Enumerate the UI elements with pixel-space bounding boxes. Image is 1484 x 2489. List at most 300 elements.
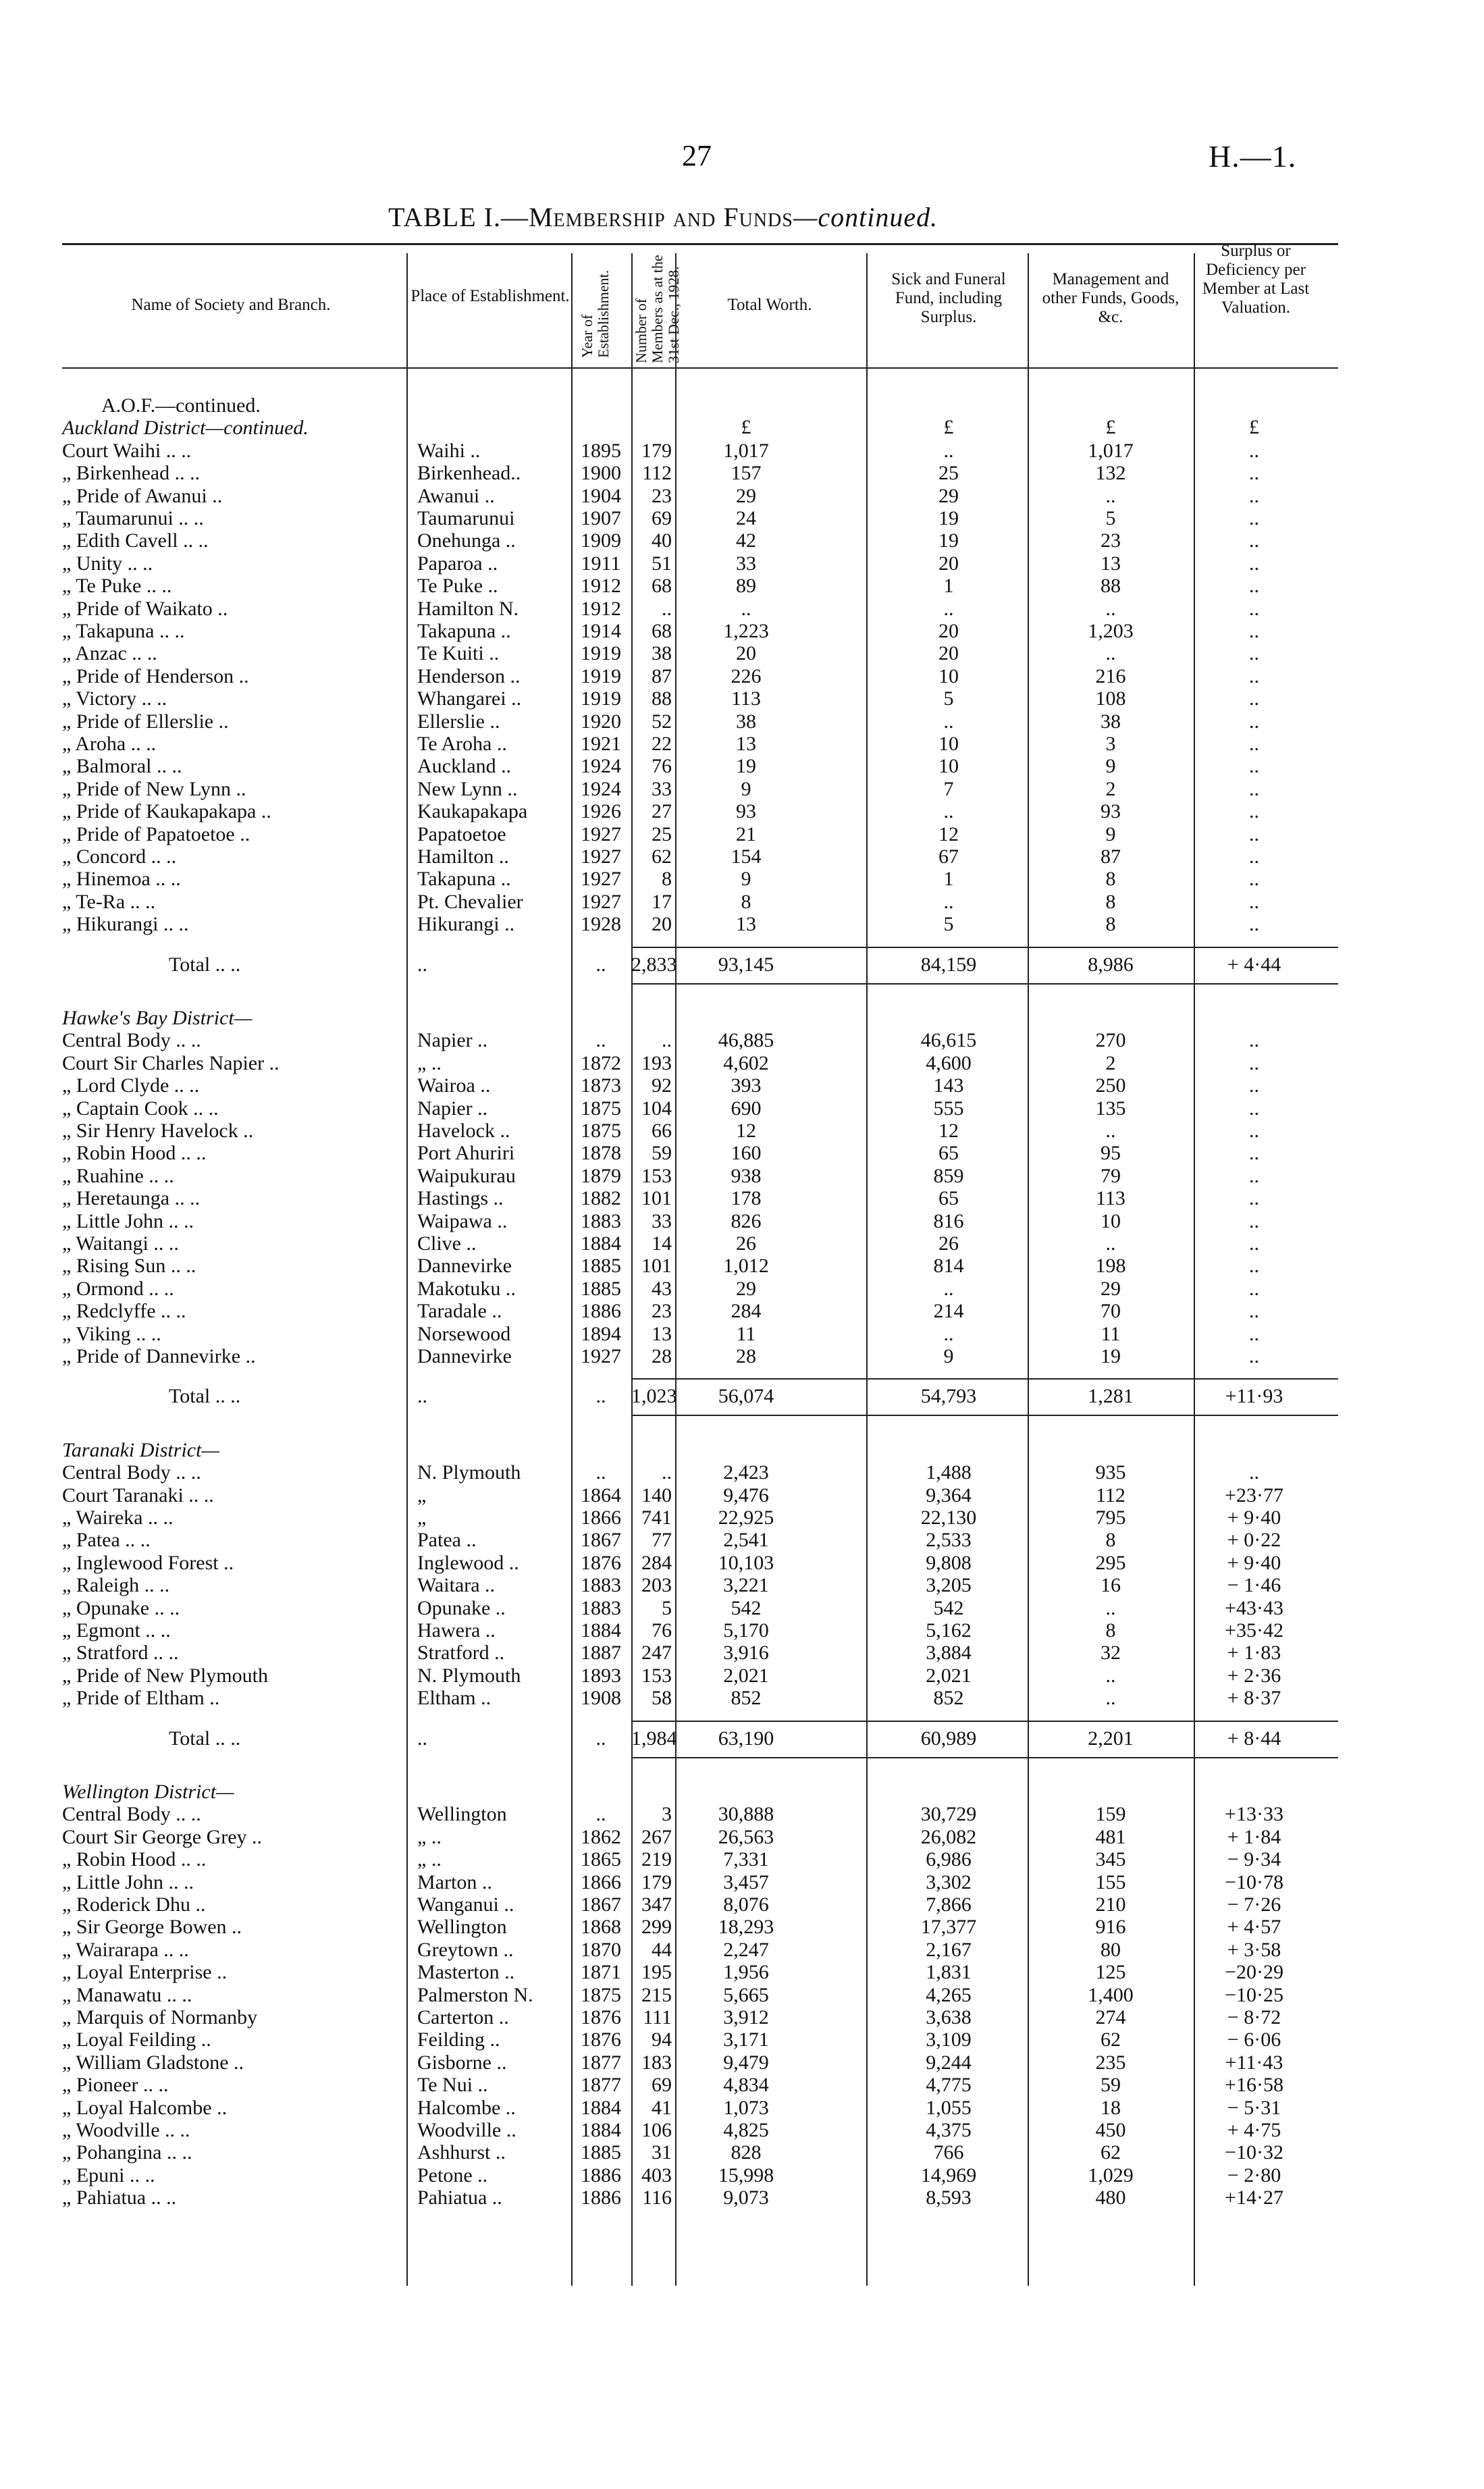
row-name: „ Redclyffe .. .. [62,1300,186,1323]
row-place: Auckland .. [417,755,512,778]
row-surplus: −10·32 [1225,2141,1283,2164]
total-rule-top [631,1721,1338,1722]
row-mgmt: 250 [1095,1074,1126,1097]
row-sick: 6,986 [926,1848,972,1871]
row-members: .. [662,1029,672,1052]
row-surplus: −10·78 [1225,1870,1283,1893]
row-worth: 29 [736,1277,756,1300]
row-place: Halcombe .. [417,2096,516,2119]
row-name: Court Sir Charles Napier .. [62,1051,280,1074]
row-worth: 690 [731,1097,762,1120]
row-sick: 816 [933,1209,964,1232]
row-surplus: + 8·37 [1227,1687,1281,1710]
row-place: New Lynn .. [417,777,518,800]
row-members: 5 [662,1596,672,1619]
row-mgmt: 9 [1105,755,1116,778]
row-year: 1882 [581,1187,621,1210]
row-surplus: .. [1249,1187,1259,1210]
row-year: 1866 [581,1870,621,1893]
row-place: Awanui .. [417,484,495,507]
row-sick: 29 [938,484,959,507]
row-mgmt: 80 [1101,1938,1121,1961]
row-surplus: .. [1249,642,1259,665]
row-surplus: + 9·40 [1227,1506,1281,1529]
row-sick: 65 [938,1187,959,1210]
row-name: „ Pride of Eltham .. [62,1687,220,1710]
row-surplus: + 0·22 [1227,1529,1281,1552]
total-name: Total .. .. [169,1385,241,1408]
page-number: 27 [682,139,712,172]
row-worth: 20 [736,642,756,665]
row-year: 1912 [581,575,621,598]
header-management-funds: Management and other Funds, Goods, &c. [1042,270,1180,326]
row-mgmt: 935 [1095,1461,1126,1484]
col-rule-surplus [1194,253,1195,2286]
row-year: 1920 [581,710,621,733]
row-surplus: .. [1249,462,1259,485]
row-sick: 20 [938,552,959,575]
row-members: 41 [652,2096,672,2119]
total-rule-top [631,947,1338,948]
row-name: „ Viking .. .. [62,1322,161,1345]
row-year: 1876 [581,2028,621,2051]
row-place: Waihi .. [417,439,481,462]
row-worth: 8,076 [723,1893,769,1916]
row-place: Opunake .. [417,1596,506,1619]
row-members: 193 [641,1051,672,1074]
row-place: Havelock .. [417,1120,510,1142]
row-worth: 1,956 [723,1961,769,1984]
row-place: Clive .. [417,1232,477,1255]
row-year: 1876 [581,2006,621,2028]
district-heading: Auckland District—continued. [62,417,309,440]
row-sick: 30,729 [920,1803,977,1826]
row-worth: 226 [731,664,762,687]
row-place: N. Plymouth [417,1461,521,1484]
row-name: „ Epuni .. .. [62,2164,155,2186]
row-worth: 30,888 [718,1803,774,1826]
row-place: Inglewood .. [417,1551,519,1574]
row-worth: 9,476 [723,1484,769,1506]
row-mgmt: 108 [1095,687,1126,710]
row-members: 68 [652,575,672,598]
row-place: Stratford .. [417,1642,505,1665]
row-sick: 25 [938,462,959,485]
row-year: 1866 [581,1506,621,1529]
row-surplus: .. [1249,1322,1259,1345]
row-mgmt: 198 [1095,1255,1126,1278]
row-name: „ Waitangi .. .. [62,1232,179,1255]
total-sick: 84,159 [920,953,977,976]
row-surplus: .. [1249,529,1259,552]
row-sick: 12 [938,822,959,845]
row-name: Court Sir George Grey .. [62,1825,263,1848]
row-place: Hawera .. [417,1619,496,1642]
row-worth: 42 [736,529,756,552]
row-name: „ Takapuna .. .. [62,620,185,642]
row-mgmt: 480 [1095,2186,1126,2209]
row-mgmt: 113 [1096,1187,1125,1210]
row-mgmt: 1,203 [1088,620,1134,642]
row-name: Central Body .. .. [62,1461,201,1484]
row-sick: 67 [938,845,959,868]
title-prefix: TABLE I.— [388,202,529,232]
row-place: „ [417,1506,427,1529]
row-year: 1873 [581,1074,621,1097]
row-worth: 4,825 [723,2119,769,2141]
row-place: Petone .. [417,2164,488,2186]
row-worth: 38 [736,710,756,733]
row-sick: 14,969 [920,2164,977,2186]
row-name: „ Opunake .. .. [62,1596,180,1619]
row-year: 1927 [581,822,621,845]
row-place: Papatoetoe [417,822,506,845]
row-year: 1908 [581,1687,621,1710]
row-year: 1875 [581,1983,621,2006]
row-mgmt: 916 [1095,1916,1126,1939]
row-members: 23 [652,484,672,507]
row-worth: 9 [741,777,751,800]
row-surplus: .. [1249,1029,1259,1052]
row-members: 22 [652,733,672,755]
row-sick: 9,244 [926,2051,972,2074]
row-sick: 26 [938,1232,959,1255]
total-place: .. [417,953,427,976]
row-sick: 2,021 [926,1664,972,1687]
row-worth: 28 [736,1345,756,1367]
row-year: 1926 [581,800,621,823]
row-members: 8 [662,868,672,891]
row-surplus: .. [1249,1074,1259,1097]
row-place: Takapuna .. [417,620,511,642]
district-heading: Hawke's Bay District— [62,1007,253,1029]
row-place: Ellerslie .. [417,710,500,733]
row-surplus: + 4·57 [1227,1916,1281,1939]
total-worth: 63,190 [718,1727,774,1750]
row-place: Carterton .. [417,2006,509,2028]
row-sick: 8,593 [926,2186,972,2209]
row-place: „ [417,1484,427,1506]
row-worth: 4,834 [723,2074,769,2097]
row-members: 92 [652,1074,672,1097]
row-year: 1894 [581,1322,621,1345]
row-name: „ Pride of Awanui .. [62,484,223,507]
row-worth: 826 [731,1209,762,1232]
row-surplus: .. [1249,620,1259,642]
row-members: 13 [652,1322,672,1345]
row-surplus: +43·43 [1225,1596,1283,1619]
row-place: Te Nui .. [417,2074,488,2097]
row-worth: 1,073 [723,2096,769,2119]
total-mgmt: 8,986 [1088,953,1134,976]
row-mgmt: 159 [1095,1803,1126,1826]
row-place: „ .. [417,1825,442,1848]
row-year: 1884 [581,1619,621,1642]
row-mgmt: .. [1105,1232,1116,1255]
row-name: „ Anzac .. .. [62,642,157,665]
row-worth: 12 [736,1120,756,1142]
row-members: 179 [641,1870,672,1893]
row-mgmt: 62 [1101,2028,1121,2051]
row-surplus: − 6·06 [1227,2028,1281,2051]
total-rule-bottom [631,1415,1338,1416]
row-place: Hikurangi .. [417,913,515,936]
row-mgmt: 16 [1101,1574,1121,1597]
total-members: 1,023 [631,1385,677,1408]
row-surplus: .. [1249,687,1259,710]
row-surplus: + 3·58 [1227,1938,1281,1961]
row-mgmt: 210 [1095,1893,1126,1916]
row-place: N. Plymouth [417,1664,521,1687]
row-sick: 859 [933,1164,964,1187]
row-year: 1883 [581,1596,621,1619]
total-worth: 93,145 [718,953,774,976]
row-year: 1878 [581,1142,621,1165]
row-sick: 26,082 [920,1825,977,1848]
row-mgmt: 29 [1101,1277,1121,1300]
row-name: „ Patea .. .. [62,1529,151,1552]
row-mgmt: .. [1105,1687,1116,1710]
total-surplus: +11·93 [1225,1385,1283,1408]
row-sick: 555 [933,1097,964,1120]
row-sick: 10 [938,664,959,687]
row-year: 1887 [581,1642,621,1665]
row-surplus: − 8·72 [1227,2006,1281,2028]
row-name: „ Sir Henry Havelock .. [62,1120,254,1142]
row-members: 14 [652,1232,672,1255]
row-members: 284 [641,1551,672,1574]
row-sick: 4,775 [926,2074,972,2097]
row-mgmt: 270 [1095,1029,1126,1052]
row-name: „ Pride of Dannevirke .. [62,1345,256,1367]
row-mgmt: 235 [1095,2051,1126,2074]
row-worth: .. [741,597,751,620]
row-surplus: +13·33 [1225,1803,1283,1826]
row-surplus: .. [1249,1461,1259,1484]
row-sick: .. [943,597,954,620]
row-sick: 3,302 [926,1870,972,1893]
row-place: „ .. [417,1848,442,1871]
row-surplus: .. [1249,1142,1259,1165]
row-surplus: .. [1249,552,1259,575]
row-mgmt: .. [1105,597,1116,620]
district-heading: Wellington District— [62,1781,234,1803]
row-place: Te Kuiti .. [417,642,500,665]
row-worth: 154 [731,845,762,868]
row-surplus: + 2·36 [1227,1664,1281,1687]
row-sick: 12 [938,1120,959,1142]
row-surplus: .. [1249,664,1259,687]
row-name: „ Rising Sun .. .. [62,1255,196,1278]
row-surplus: .. [1249,1164,1259,1187]
row-name: „ Inglewood Forest .. [62,1551,234,1574]
header-members: Number of Members as at the 31st Dec., 1928. [633,255,682,363]
row-members: 59 [652,1142,672,1165]
row-worth: 9,479 [723,2051,769,2074]
row-surplus: .. [1249,733,1259,755]
row-place: Napier .. [417,1029,488,1052]
row-mgmt: 1,029 [1088,2164,1134,2186]
row-surplus: + 1·83 [1227,1642,1281,1665]
row-name: „ Raleigh .. .. [62,1574,170,1597]
row-surplus: .. [1249,868,1259,891]
row-name: „ Pride of Henderson .. [62,664,249,687]
row-mgmt: 125 [1095,1961,1126,1984]
row-place: Hastings .. [417,1187,504,1210]
title-caps: Membership and Funds [528,202,793,232]
row-year: 1927 [581,1345,621,1367]
society-heading: A.O.F.—continued. [101,394,261,417]
row-place: Waipukurau [417,1164,516,1187]
row-year: 1864 [581,1484,621,1506]
row-mgmt: .. [1105,1664,1116,1687]
row-sick: 3,109 [926,2028,972,2051]
unit-worth: £ [741,416,751,438]
row-sick: 1 [943,868,954,891]
row-worth: 157 [731,462,762,485]
row-worth: 93 [736,800,756,823]
row-worth: 828 [731,2141,762,2164]
row-place: Waipawa .. [417,1209,508,1232]
row-place: Taumarunui [417,507,515,529]
row-worth: 284 [731,1300,762,1323]
row-year: 1927 [581,890,621,913]
row-year: 1895 [581,439,621,462]
row-members: 69 [652,507,672,529]
row-name: Central Body .. .. [62,1029,201,1052]
row-surplus: +23·77 [1225,1484,1283,1506]
row-sick: 10 [938,733,959,755]
row-members: 179 [641,439,672,462]
row-place: Gisborne .. [417,2051,507,2074]
row-place: Taradale .. [417,1300,502,1323]
row-year: 1872 [581,1051,621,1074]
row-surplus: .. [1249,439,1259,462]
row-place: Port Ahuriri [417,1142,515,1165]
row-place: „ .. [417,1051,442,1074]
row-mgmt: 5 [1105,507,1116,529]
row-worth: 3,171 [723,2028,769,2051]
row-worth: 1,017 [723,439,769,462]
row-worth: 26 [736,1232,756,1255]
row-worth: 852 [731,1687,762,1710]
row-name: „ Lord Clyde .. .. [62,1074,200,1097]
row-surplus: + 4·75 [1227,2119,1281,2141]
unit-mgmt: £ [1105,416,1116,438]
row-year: 1867 [581,1893,621,1916]
row-mgmt: 9 [1105,822,1116,845]
row-members: 215 [641,1983,672,2006]
row-name: „ Pahiatua .. .. [62,2186,177,2209]
total-surplus: + 4·44 [1227,953,1281,976]
row-worth: 19 [736,755,756,778]
row-worth: 9,073 [723,2186,769,2209]
row-year: 1868 [581,1916,621,1939]
row-name: „ Te-Ra .. .. [62,890,156,913]
row-sick: 5 [943,913,954,936]
row-year: 1886 [581,2186,621,2209]
row-worth: 18,293 [718,1916,774,1939]
row-mgmt: 18 [1101,2096,1121,2119]
row-members: 40 [652,529,672,552]
total-year: .. [595,953,606,976]
row-mgmt: 112 [1096,1484,1125,1506]
row-year: 1927 [581,868,621,891]
row-sick: 20 [938,620,959,642]
row-surplus: + 1·84 [1227,1825,1281,1848]
row-year: 1867 [581,1529,621,1552]
row-year: 1919 [581,687,621,710]
row-surplus: .. [1249,913,1259,936]
total-place: .. [417,1385,427,1408]
row-sick: 7 [943,777,954,800]
row-name: „ Birkenhead .. .. [62,462,201,485]
row-sick: 5 [943,687,954,710]
row-members: 33 [652,1209,672,1232]
row-members: 44 [652,1938,672,1961]
row-worth: 29 [736,484,756,507]
row-worth: 9 [741,868,751,891]
table-title [388,201,938,233]
row-surplus: .. [1249,597,1259,620]
row-name: „ Loyal Enterprise .. [62,1961,228,1984]
row-year: 1907 [581,507,621,529]
row-worth: 22,925 [718,1506,774,1529]
row-place: Masterton .. [417,1961,515,1984]
row-surplus: .. [1249,1255,1259,1278]
row-surplus: .. [1249,1232,1259,1255]
row-mgmt: 2 [1105,777,1116,800]
row-worth: 89 [736,575,756,598]
row-mgmt: .. [1105,1596,1116,1619]
row-mgmt: .. [1105,642,1116,665]
row-name: „ Pride of New Lynn .. [62,777,246,800]
total-name: Total .. .. [169,953,241,976]
row-mgmt: 70 [1101,1300,1121,1323]
row-worth: 21 [736,822,756,845]
row-worth: 24 [736,507,756,529]
header-total-worth: Total Worth. [727,296,812,314]
row-sick: .. [943,710,954,733]
row-name: „ Pride of Papatoetoe .. [62,822,250,845]
row-place: Onehunga .. [417,529,516,552]
row-members: 106 [641,2119,672,2141]
row-surplus: .. [1249,890,1259,913]
row-worth: 7,331 [723,1848,769,1871]
row-year: .. [595,1803,606,1826]
row-sick: .. [943,890,954,913]
row-surplus: .. [1249,1051,1259,1074]
row-year: 1871 [581,1961,621,1984]
total-place: .. [417,1727,427,1750]
row-members: 299 [641,1916,672,1939]
row-year: 1886 [581,2164,621,2186]
row-members: 33 [652,777,672,800]
row-name: „ Unity .. .. [62,552,153,575]
header-place: Place of Establishment. [410,287,570,305]
row-worth: 3,916 [723,1642,769,1665]
total-worth: 56,074 [718,1385,774,1408]
row-worth: 13 [736,913,756,936]
row-place: Norsewood [417,1322,511,1345]
row-members: 741 [641,1506,672,1529]
row-surplus: .. [1249,1345,1259,1367]
row-year: 1912 [581,597,621,620]
row-mgmt: 274 [1095,2006,1126,2028]
row-surplus: + 9·40 [1227,1551,1281,1574]
row-mgmt: 62 [1101,2141,1121,2164]
row-members: 112 [642,462,672,485]
